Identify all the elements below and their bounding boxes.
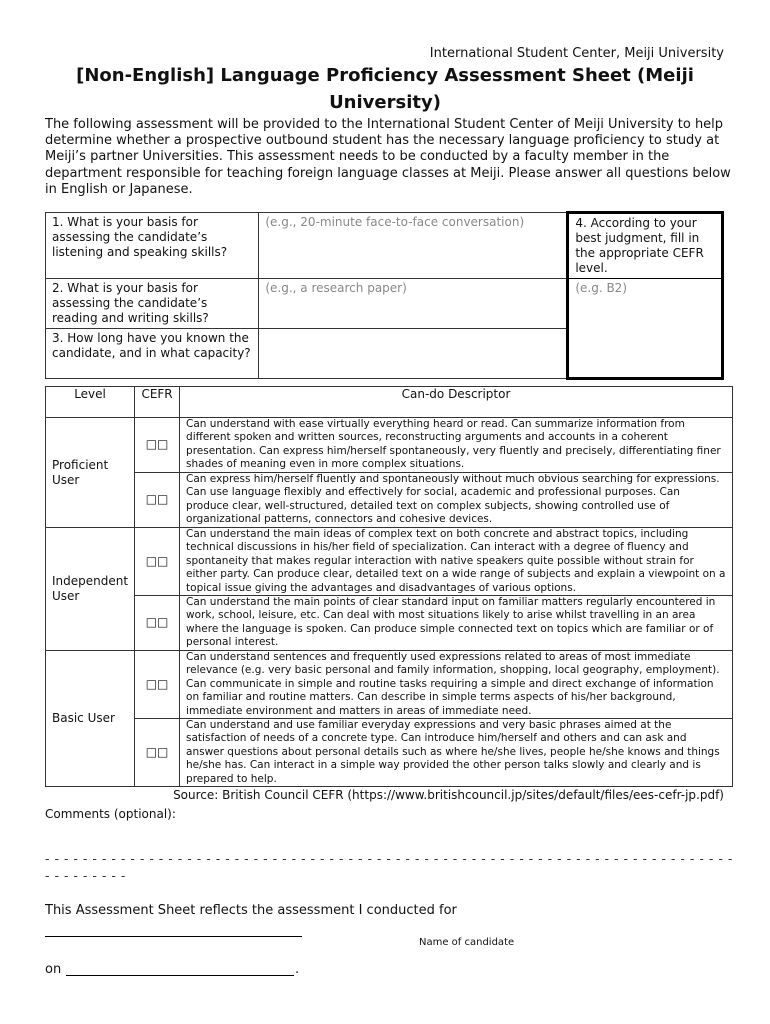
candidate-name-label: Name of candidate — [419, 937, 515, 948]
comments-label: Comments (optional): — [45, 807, 176, 821]
cefr-code[interactable]: □□ — [135, 418, 180, 473]
reflect-statement: This Assessment Sheet reflects the assessment I conducted for — [45, 903, 457, 918]
questions-table — [45, 211, 724, 380]
on-label: on — [45, 962, 62, 977]
descriptor: Can express him/herself fluently and spontaneously without much obvious searching for expressions. Can use language flexibly and effectively for social, academic and professional purposes. Can produce clear, well-structured, detailed text on complex subjects, showing controlled use of organizational patterns, connectors and cohesive devices. — [180, 473, 733, 528]
date-line[interactable] — [66, 975, 294, 976]
cefr-code[interactable]: □□ — [135, 473, 180, 528]
header-level: Level — [46, 387, 135, 418]
level-independent: Independent User — [46, 528, 135, 651]
cefr-code[interactable]: □□ — [135, 596, 180, 651]
descriptor: Can understand and use familiar everyday expressions and very basic phrases aimed at the satisfaction of needs of a concrete type. Can introduce him/herself and others and can ask and answer questions about personal details such as where he/she lives, people he/she knows and things he/she has. Can interact in a simple way provided the other person talks slowly and clearly and is prepared to help. — [180, 719, 733, 787]
cefr-code[interactable]: □□ — [135, 719, 180, 787]
answer-2-field[interactable]: (e.g., a research paper) — [259, 279, 568, 329]
organization-label: International Student Center, Meiji University — [429, 46, 724, 61]
question-2: 2. What is your basis for assessing the candidate’s reading and writing skills? — [46, 279, 259, 329]
source-note: Source: British Council CEFR (https://www.britishcouncil.jp/sites/default/files/ees-cefr-jp.pdf) — [173, 788, 724, 802]
header-cefr: CEFR — [135, 387, 180, 418]
descriptor: Can understand the main points of clear standard input on familiar matters regularly encountered in work, school, leisure, etc. Can deal with most situations likely to arise whilst travelling in an area where the language is spoken. Can produce simple connected text on topics which are familiar or of personal interest. — [180, 596, 733, 651]
descriptor: Can understand with ease virtually everything heard or read. Can summarize information from different spoken and written sources, reconstructing arguments and accounts in a coherent presentation. Can express him/herself spontaneously, very fluently and precisely, differentiating finer shades of meaning even in more complex situations. — [180, 418, 733, 473]
level-proficient: Proficient User — [46, 418, 135, 528]
intro-paragraph: The following assessment will be provided to the International Student Center of Meiji University to help determine whether a prospective outbound student has the necessary language proficiency to study at Meiji’s partner Universities. This assessment needs to be conducted by a faculty member in the department responsible for teaching foreign language classes at Meiji. Please answer all questions below in English or Japanese. — [45, 117, 731, 197]
cefr-code[interactable]: □□ — [135, 528, 180, 596]
comments-dashed-line[interactable]: - - - - - - - - - - - - - - - - - - - - - - - - - - - - - - - - - - - - - - - - - - - - - - - - - - - - - - - - - - - - - - - - - - - - - - - - - - - - - - - - - - — [45, 851, 733, 883]
cefr-code[interactable]: □□ — [135, 651, 180, 719]
period: . — [295, 962, 300, 977]
answer-1-field[interactable]: (e.g., 20-minute face-to-face conversation) — [259, 213, 568, 279]
level-basic: Basic User — [46, 651, 135, 787]
descriptor: Can understand sentences and frequently used expressions related to areas of most immediate relevance (e.g. very basic personal and family information, shopping, local geography, employment). Can communicate in simple and routine tasks requiring a simple and direct exchange of information on familiar and routine matters. Can describe in simple terms aspects of his/her background, immediate environment and matters in areas of immediate need. — [180, 651, 733, 719]
question-3: 3. How long have you known the candidate, and in what capacity? — [46, 329, 259, 379]
cefr-table — [45, 386, 733, 787]
answer-3-field[interactable] — [259, 329, 568, 379]
page-title: [Non-English] Language Proficiency Assessment Sheet (Meiji University) — [76, 65, 694, 113]
descriptor: Can understand the main ideas of complex text on both concrete and abstract topics, including technical discussions in his/her field of specialization. Can interact with a degree of fluency and spontaneity that makes regular interaction with native speakers quite possible without strain for either party. Can produce clear, detailed text on a wide range of subjects and explain a viewpoint on a topical issue giving the advantages and disadvantages of various options. — [180, 528, 733, 596]
question-4: 4. According to your best judgment, fill in the appropriate CEFR level. — [568, 213, 723, 279]
candidate-name-line[interactable] — [45, 936, 302, 937]
header-descriptor: Can-do Descriptor — [180, 387, 733, 418]
question-1: 1. What is your basis for assessing the candidate’s listening and speaking skills? — [46, 213, 259, 279]
answer-4-field[interactable]: (e.g. B2) — [568, 279, 723, 379]
